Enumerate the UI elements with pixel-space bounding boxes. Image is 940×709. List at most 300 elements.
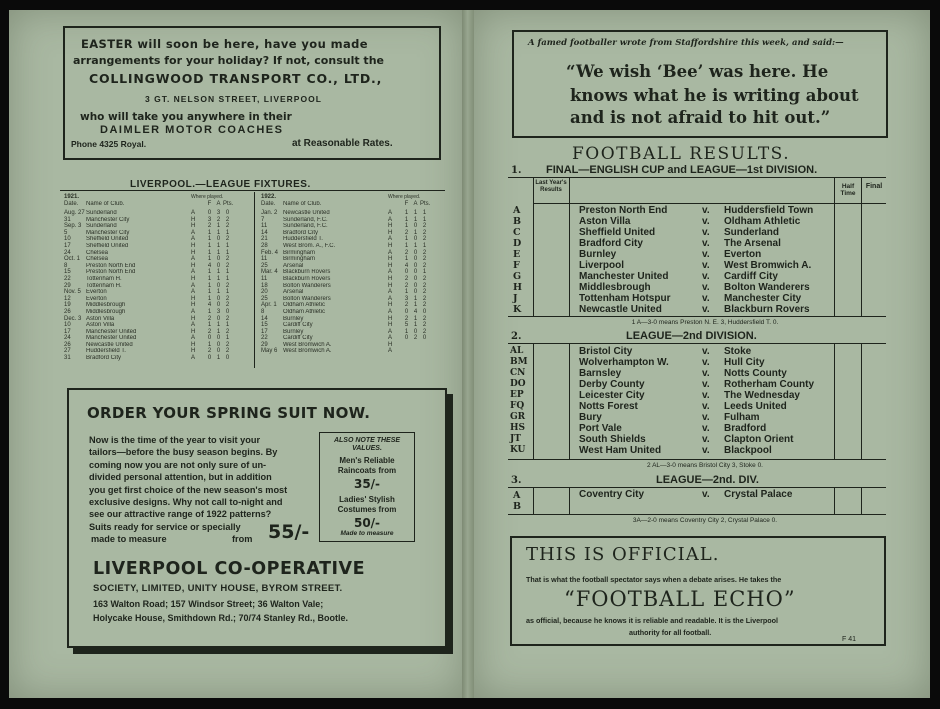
fixture-row <box>64 316 232 323</box>
away-team: Crystal Palace <box>724 489 793 500</box>
last-year-header: Last Year's Results <box>535 180 567 193</box>
fixture-points: 2 <box>422 236 427 243</box>
fixture-date: Feb. 4 <box>261 249 279 256</box>
home-team: West Ham United <box>579 445 662 456</box>
fixture-venue: A <box>388 289 393 296</box>
fixture-for: 4 <box>207 302 212 309</box>
fixture-row <box>261 283 429 290</box>
fixture-date: 10 <box>64 236 71 243</box>
fixture-venue: H <box>191 315 196 322</box>
fixture-points: 1 <box>225 275 230 282</box>
fixture-club: Preston North End <box>86 262 136 269</box>
versus-label: v. <box>702 357 710 368</box>
rule <box>533 343 534 459</box>
fixture-venue: H <box>191 216 196 223</box>
fixture-row <box>261 316 429 323</box>
fixture-club: Sunderland, F.C. <box>283 223 328 230</box>
fixture-against: 0 <box>413 256 418 263</box>
fixtures-title: LIVERPOOL.—LEAGUE FIXTURES. <box>130 179 311 190</box>
fixture-against: 0 <box>216 348 221 355</box>
fixture-for <box>402 348 411 355</box>
rule <box>834 343 835 459</box>
fixture-venue: H <box>388 229 393 236</box>
fixture-points: 2 <box>225 282 230 289</box>
away-team: Notts County <box>724 368 787 379</box>
fixture-row <box>261 296 429 303</box>
fixture-for: 1 <box>207 269 212 276</box>
fixture-points: 2 <box>225 315 230 322</box>
fixture-club: Everton <box>86 295 107 302</box>
result-row <box>579 282 813 293</box>
fixture-for: 1 <box>404 242 409 249</box>
fixture-against: 1 <box>413 216 418 223</box>
home-team: Manchester United <box>579 271 669 282</box>
fixture-against: 0 <box>413 328 418 335</box>
fixture-against: 0 <box>216 256 221 263</box>
costumes-text: Ladies' Stylish Costumes from <box>337 495 397 514</box>
results-title: FOOTBALL RESULTS. <box>572 144 791 164</box>
fixture-points: 1 <box>422 269 427 276</box>
away-team: Hull City <box>724 357 765 368</box>
fixture-venue: A <box>388 348 393 355</box>
fixture-venue: A <box>191 335 196 342</box>
fixture-venue: H <box>388 262 393 269</box>
fixture-venue: A <box>388 295 393 302</box>
easter-rates: at Reasonable Rates. <box>292 138 393 149</box>
fixture-for: 2 <box>207 348 212 355</box>
fixture-row <box>64 217 232 224</box>
fixture-against: 0 <box>413 236 418 243</box>
suit-body <box>89 434 314 533</box>
away-team: Cardiff City <box>724 271 778 282</box>
fixture-points: 2 <box>225 341 230 348</box>
fixture-date: 14 <box>261 229 268 236</box>
easter-phone: Phone 4325 Royal. <box>71 139 147 149</box>
fixture-date: 11 <box>261 256 268 263</box>
versus-label: v. <box>702 401 710 412</box>
pts-header-right: Pts. <box>420 200 431 207</box>
div2-note: 2 AL—3-0 means Bristol City 3, Stoke 0. <box>647 462 763 469</box>
fixture-row <box>64 250 232 257</box>
result-row <box>579 304 813 315</box>
fixture-club: Everton <box>86 289 107 296</box>
fixture-row <box>261 243 429 250</box>
where-header-right: Where played. <box>388 194 421 200</box>
result-row <box>579 390 814 401</box>
fixture-for: 0 <box>207 210 212 216</box>
home-team: Bristol City <box>579 346 633 357</box>
fixture-club: Cardiff City <box>283 322 313 329</box>
fixture-for: 0 <box>207 335 212 342</box>
versus-label: v. <box>702 390 710 401</box>
suit-body-line: you get first choice of the new season's most <box>89 484 288 495</box>
fixture-for: 0 <box>404 269 409 276</box>
result-code: H <box>513 282 522 293</box>
fixture-points: 2 <box>225 216 230 223</box>
div3-results <box>579 489 792 500</box>
fixture-row <box>64 236 232 243</box>
fixture-for: 3 <box>207 216 212 223</box>
fixture-for: 1 <box>207 236 212 243</box>
name-header: Name of Club. <box>86 200 125 207</box>
fixture-venue: H <box>388 315 393 322</box>
fixture-points: 2 <box>422 256 427 263</box>
result-row <box>579 346 814 357</box>
rule <box>508 459 886 460</box>
quote-line2: knows what he is writing about <box>570 86 859 105</box>
away-team: Blackpool <box>724 445 772 456</box>
fixture-points: 1 <box>225 289 230 296</box>
fixture-points: 0 <box>422 335 427 342</box>
fixture-against: 0 <box>413 249 418 256</box>
suit-price: 55/- <box>268 521 310 543</box>
fixture-row <box>261 230 429 237</box>
versus-label: v. <box>702 216 710 227</box>
fixture-row <box>261 276 429 283</box>
f-header-right: F <box>404 200 409 207</box>
easter-ad <box>63 26 441 160</box>
fixture-row <box>64 283 232 290</box>
fixture-club: Bradford City <box>86 355 122 362</box>
raincoats-text: Men's Reliable Raincoats from <box>337 456 397 475</box>
rule <box>508 177 886 178</box>
fixture-club: Newcastle United <box>86 341 133 348</box>
fixture-against: 0 <box>216 236 221 243</box>
costumes-price: 50/- <box>353 516 381 530</box>
fixture-venue: A <box>191 256 196 263</box>
div2-codes <box>510 346 528 456</box>
values-box <box>319 432 415 542</box>
fixture-date: 11 <box>261 223 268 230</box>
fixture-venue: A <box>191 210 196 216</box>
fixture-row <box>261 348 429 355</box>
fixture-row <box>261 289 429 296</box>
fixture-club: Burnley <box>283 328 304 335</box>
suit-body-line: tailors—before the busy season begins. By <box>89 447 278 458</box>
fixture-club: Middlesbrough <box>86 308 126 315</box>
fixture-row <box>64 243 232 250</box>
away-team: Huddersfield Town <box>724 205 814 216</box>
fixture-club: Huddersfield T. <box>86 348 126 355</box>
fixture-date: 25 <box>261 262 268 269</box>
result-code: F <box>513 260 520 271</box>
suit-body-line: see our attractive range of 1922 patterns? <box>89 509 272 520</box>
rule <box>834 487 835 514</box>
fixture-against: 0 <box>413 223 418 230</box>
result-code: HS <box>510 423 526 433</box>
fixture-points: 2 <box>422 282 427 289</box>
versus-label: v. <box>702 249 710 260</box>
fixture-against: 1 <box>413 315 418 322</box>
fixture-points: 1 <box>225 269 230 276</box>
fixture-points: 0 <box>422 308 427 315</box>
fixture-for: 1 <box>207 229 212 236</box>
fixture-date: 26 <box>64 341 71 348</box>
result-row <box>579 205 813 216</box>
fixture-club: Bolton Wanderers <box>283 295 331 302</box>
rule <box>508 316 886 317</box>
result-code: D <box>513 238 522 249</box>
fixture-points: 2 <box>225 295 230 302</box>
fixture-against <box>411 342 420 349</box>
fixture-against: 1 <box>413 295 418 302</box>
fixture-date: 14 <box>261 315 268 322</box>
fixture-row <box>261 342 429 349</box>
fixture-against <box>411 348 420 355</box>
home-team: Aston Villa <box>579 216 631 227</box>
coop-address1: 163 Walton Road; 157 Windsor Street; 36 Walton Vale; <box>93 599 324 609</box>
fixture-for: 1 <box>207 308 212 315</box>
away-team: Bradford <box>724 423 767 434</box>
fixture-for: 1 <box>207 242 212 249</box>
home-team: Tottenham Hotspur <box>579 293 671 304</box>
versus-label: v. <box>702 293 710 304</box>
fixture-row <box>64 289 232 296</box>
fixture-date: 31 <box>64 355 71 362</box>
result-code: A <box>513 490 521 501</box>
fixture-venue: H <box>191 275 196 282</box>
quote-intro: A famed footballer wrote from Staffordshire this week, and said:— <box>528 38 844 48</box>
fixture-venue: H <box>388 282 393 289</box>
result-code: B <box>513 501 522 512</box>
fixture-for: 1 <box>404 216 409 223</box>
result-row <box>579 216 813 227</box>
rule <box>861 178 862 316</box>
rule <box>834 178 835 316</box>
fixture-club: Blackburn Rovers <box>283 275 331 282</box>
rule <box>861 343 862 459</box>
fixture-venue: A <box>388 308 393 315</box>
fixture-club: Burnley <box>283 315 304 322</box>
fixture-date: 26 <box>64 308 71 315</box>
coop-society: SOCIETY, LIMITED, UNITY HOUSE, BYROM STREET. <box>93 583 343 594</box>
fixture-venue: A <box>191 322 196 329</box>
fixture-venue: A <box>388 236 393 243</box>
home-team: Middlesbrough <box>579 282 651 293</box>
versus-label: v. <box>702 423 710 434</box>
fixture-club: Birmingham <box>283 249 316 256</box>
result-row <box>579 260 813 271</box>
fixtures-right-year: 1922. <box>261 194 277 200</box>
fixture-row <box>261 329 429 336</box>
fixture-club: Aston Villa <box>86 315 115 322</box>
fixture-for: 3 <box>404 295 409 302</box>
fixture-points: 2 <box>422 275 427 282</box>
fixture-against: 4 <box>413 308 418 315</box>
fixture-for: 2 <box>404 275 409 282</box>
coop-name: LIVERPOOL CO-OPERATIVE <box>93 559 366 579</box>
home-team: Newcastle United <box>579 304 662 315</box>
fixture-against: 1 <box>413 229 418 236</box>
fixture-against: 0 <box>216 341 221 348</box>
quote-box <box>512 30 888 138</box>
fixture-venue: A <box>191 282 196 289</box>
fixture-row <box>64 329 232 336</box>
fixture-against: 1 <box>216 289 221 296</box>
result-code: A <box>513 205 521 216</box>
away-team: Manchester City <box>724 293 802 304</box>
official-title: THIS IS OFFICIAL. <box>526 544 720 565</box>
versus-label: v. <box>702 489 710 500</box>
suit-body-line: coming now you are not only sure of un- <box>89 459 267 470</box>
fixture-against: 1 <box>413 302 418 309</box>
fixture-points: 2 <box>422 289 427 296</box>
home-team: Liverpool <box>579 260 625 271</box>
result-code: GR <box>510 412 526 422</box>
fixture-points: 1 <box>422 216 427 223</box>
versus-label: v. <box>702 271 710 282</box>
fixture-club: Sunderland, F.C. <box>283 216 328 223</box>
fixture-points: 0 <box>225 210 230 216</box>
result-row <box>579 434 814 445</box>
fixture-row <box>64 223 232 230</box>
fixture-date: Aug. 27 <box>64 210 85 216</box>
fixture-for <box>402 342 411 349</box>
rule <box>569 343 570 459</box>
home-team: Leicester City <box>579 390 645 401</box>
fixture-row <box>64 348 232 355</box>
easter-coaches: DAIMLER MOTOR COACHES <box>100 124 284 136</box>
fixture-against: 1 <box>216 242 221 249</box>
rule <box>508 343 886 344</box>
result-code: KU <box>510 445 526 455</box>
fixture-points: 1 <box>225 242 230 249</box>
fixture-for: 4 <box>404 262 409 269</box>
versus-label: v. <box>702 227 710 238</box>
fixture-club: Birmingham <box>283 256 316 263</box>
home-team: Wolverhampton W. <box>579 357 669 368</box>
result-code: CN <box>510 368 526 378</box>
rule <box>533 487 534 514</box>
fixture-club: Chelsea <box>86 256 109 263</box>
fixture-date: 17 <box>64 328 71 335</box>
away-team: West Bromwich A. <box>724 260 812 271</box>
fixture-venue: H <box>388 302 393 309</box>
fixture-for: 2 <box>404 282 409 289</box>
fixture-row <box>261 217 429 224</box>
fixtures-right-list <box>261 210 429 355</box>
home-team: Preston North End <box>579 205 668 216</box>
fixture-club: Blackburn Rovers <box>283 269 331 276</box>
fixture-for: 0 <box>404 335 409 342</box>
fixture-against: 1 <box>216 223 221 230</box>
fixture-against: 1 <box>216 322 221 329</box>
result-row <box>579 445 814 456</box>
away-team: Blackburn Rovers <box>724 304 810 315</box>
fixture-club: Oldham Athletic <box>283 302 326 309</box>
fixture-against: 1 <box>413 210 418 216</box>
fixture-points: 2 <box>225 302 230 309</box>
quote-line3: and is not afraid to hit out.” <box>570 108 831 127</box>
result-row <box>579 379 814 390</box>
rule <box>508 487 886 488</box>
fixture-against: 2 <box>216 216 221 223</box>
fixture-for: 1 <box>207 289 212 296</box>
rule <box>533 203 886 204</box>
fixture-for: 0 <box>207 355 212 362</box>
fixture-club: Tottenham H. <box>86 282 122 289</box>
fixture-date: 17 <box>64 242 71 249</box>
fixture-club: Manchester United <box>86 328 137 335</box>
fixture-for: 1 <box>404 236 409 243</box>
official-box <box>510 536 886 646</box>
versus-label: v. <box>702 346 710 357</box>
fixture-row <box>64 296 232 303</box>
fixture-against: 0 <box>413 269 418 276</box>
fixture-venue: A <box>388 210 393 216</box>
fixture-club: Huddersfield T. <box>283 236 323 243</box>
fixture-venue: H <box>388 275 393 282</box>
fixture-date: Dec. 3 <box>64 315 82 322</box>
fixture-club: Manchester City <box>86 216 130 223</box>
result-row <box>579 227 813 238</box>
versus-label: v. <box>702 205 710 216</box>
fixture-against: 1 <box>216 229 221 236</box>
fixture-venue: H <box>191 262 196 269</box>
official-line1: That is what the football spectator says when a debate arises. He takes the <box>526 575 782 584</box>
fixture-date: 27 <box>64 348 71 355</box>
result-code: AL <box>510 346 524 356</box>
result-code: C <box>513 227 521 238</box>
suit-from: from <box>232 534 253 544</box>
fixtures-left-header <box>64 194 232 207</box>
fixture-venue: H <box>388 242 393 249</box>
fixture-date: May 6 <box>261 348 278 355</box>
result-row <box>579 238 813 249</box>
f-header: F <box>207 200 212 207</box>
home-team: Bury <box>579 412 602 423</box>
fixture-club: Tottenham H. <box>86 275 122 282</box>
fixture-against: 3 <box>216 308 221 315</box>
easter-line1: EASTER will soon be here, have you made <box>81 37 368 51</box>
fixture-row <box>64 335 232 342</box>
fixture-points: 1 <box>225 229 230 236</box>
fixture-date: 29 <box>64 282 71 289</box>
fixture-date: 7 <box>261 216 265 223</box>
fixture-points: 2 <box>422 322 427 329</box>
fixture-against: 0 <box>216 282 221 289</box>
fixture-club: Preston North End <box>86 269 136 276</box>
fixture-date: 20 <box>261 289 268 296</box>
fixture-for: 5 <box>404 322 409 329</box>
fixture-against: 1 <box>216 328 221 335</box>
fixture-for: 1 <box>207 295 212 302</box>
fixture-date: 12 <box>64 295 71 302</box>
fixture-against: 1 <box>413 322 418 329</box>
fixture-points <box>420 348 429 355</box>
fixture-against: 0 <box>216 262 221 269</box>
fixture-points: 1 <box>422 242 427 249</box>
fixture-club: Sheffield United <box>86 242 129 249</box>
fixture-against: 0 <box>413 275 418 282</box>
fixture-venue: H <box>191 341 196 348</box>
fixture-date: 31 <box>64 216 71 223</box>
fixture-date: Apr. 1 <box>261 302 277 309</box>
fixture-row <box>261 236 429 243</box>
away-team: Clapton Orient <box>724 434 794 445</box>
fixture-against: 2 <box>413 335 418 342</box>
where-header: Where played. <box>191 194 224 200</box>
fixture-points: 2 <box>422 262 427 269</box>
versus-label: v. <box>702 445 710 456</box>
rule <box>569 178 570 316</box>
fixture-for: 1 <box>404 210 409 216</box>
fixture-for: 2 <box>207 315 212 322</box>
fixtures-divider <box>254 192 255 368</box>
away-team: Rotherham County <box>724 379 814 390</box>
fixture-date: Jan. 2 <box>261 210 278 216</box>
fixture-points: 1 <box>225 249 230 256</box>
